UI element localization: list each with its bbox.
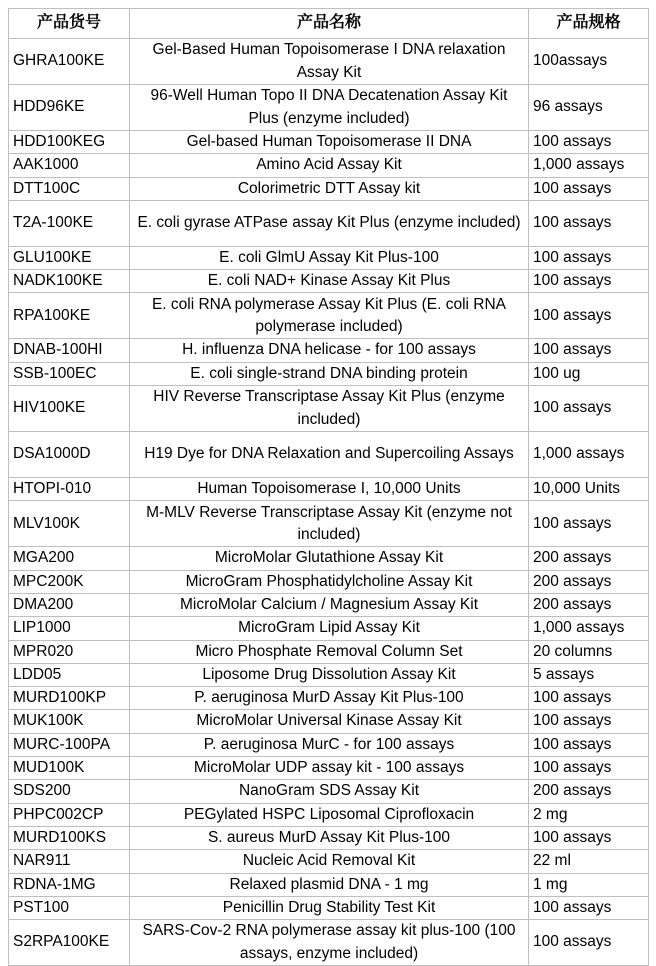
product-code-cell: MGA200 [9,547,130,570]
product-code-cell: MUK100K [9,710,130,733]
table-body [9,39,649,966]
product-name-cell: Nucleic Acid Removal Kit [130,850,529,873]
product-code-cell: NAR911 [9,850,130,873]
product-name-cell: Liposome Drug Dissolution Assay Kit [130,663,529,686]
product-spec-cell: 200 assays [529,570,649,593]
product-table [8,8,649,966]
product-code-cell: AAK1000 [9,154,130,177]
product-spec-cell: 100 assays [529,246,649,269]
table-row [9,339,649,362]
product-spec-cell: 100 assays [529,293,649,339]
product-spec-cell: 100 assays [529,920,649,966]
product-name-cell: SARS-Cov-2 RNA polymerase assay kit plus-100 (100 assays, enzyme included) [130,920,529,966]
product-spec-cell: 200 assays [529,593,649,616]
product-name-cell: P. aeruginosa MurC - for 100 assays [130,733,529,756]
product-code-cell: DMA200 [9,593,130,616]
product-name-cell: MicroMolar UDP assay kit - 100 assays [130,757,529,780]
product-spec-cell: 100 assays [529,826,649,849]
product-name-cell: MicroMolar Calcium / Magnesium Assay Kit [130,593,529,616]
product-spec-cell: 22 ml [529,850,649,873]
product-name-cell: MicroGram Lipid Assay Kit [130,617,529,640]
table-row [9,733,649,756]
header-product-name: 产品名称 [130,9,529,39]
product-table-container [8,8,649,966]
product-name-cell: 96-Well Human Topo II DNA Decatenation Assay Kit Plus (enzyme included) [130,85,529,131]
table-row [9,154,649,177]
product-code-cell: MLV100K [9,501,130,547]
table-row [9,780,649,803]
product-code-cell: DNAB-100HI [9,339,130,362]
product-name-cell: MicroMolar Universal Kinase Assay Kit [130,710,529,733]
table-row [9,200,649,246]
product-name-cell: E. coli NAD+ Kinase Assay Kit Plus [130,270,529,293]
product-spec-cell: 5 assays [529,663,649,686]
product-spec-cell: 200 assays [529,780,649,803]
table-row [9,39,649,85]
table-row [9,850,649,873]
table-row [9,873,649,896]
product-spec-cell: 100 assays [529,710,649,733]
product-spec-cell: 1,000 assays [529,617,649,640]
product-name-cell: Micro Phosphate Removal Column Set [130,640,529,663]
product-code-cell: PHPC002CP [9,803,130,826]
table-row [9,293,649,339]
product-code-cell: HDD100KEG [9,131,130,154]
table-row [9,85,649,131]
table-row [9,663,649,686]
product-name-cell: E. coli single-strand DNA binding protein [130,362,529,385]
product-name-cell: E. coli GlmU Assay Kit Plus-100 [130,246,529,269]
product-spec-cell: 100 assays [529,339,649,362]
product-code-cell: MPR020 [9,640,130,663]
product-code-cell: LIP1000 [9,617,130,640]
table-row [9,547,649,570]
product-code-cell: T2A-100KE [9,200,130,246]
product-code-cell: DSA1000D [9,432,130,478]
product-spec-cell: 96 assays [529,85,649,131]
product-spec-cell: 100 assays [529,386,649,432]
table-row [9,593,649,616]
product-name-cell: HIV Reverse Transcriptase Assay Kit Plus (enzyme included) [130,386,529,432]
product-code-cell: RPA100KE [9,293,130,339]
product-code-cell: HIV100KE [9,386,130,432]
product-spec-cell: 1,000 assays [529,432,649,478]
product-spec-cell: 100 assays [529,687,649,710]
product-spec-cell: 100 assays [529,177,649,200]
product-code-cell: HDD96KE [9,85,130,131]
product-name-cell: Relaxed plasmid DNA - 1 mg [130,873,529,896]
product-name-cell: P. aeruginosa MurD Assay Kit Plus-100 [130,687,529,710]
product-spec-cell: 1,000 assays [529,154,649,177]
product-name-cell: MicroGram Phosphatidylcholine Assay Kit [130,570,529,593]
product-spec-cell: 2 mg [529,803,649,826]
product-code-cell: MPC200K [9,570,130,593]
product-code-cell: MURD100KP [9,687,130,710]
header-product-spec: 产品规格 [529,9,649,39]
product-spec-cell: 100 assays [529,131,649,154]
product-name-cell: S. aureus MurD Assay Kit Plus-100 [130,826,529,849]
product-code-cell: HTOPI-010 [9,478,130,501]
product-name-cell: H. influenza DNA helicase - for 100 assays [130,339,529,362]
product-code-cell: MURD100KS [9,826,130,849]
product-name-cell: Penicillin Drug Stability Test Kit [130,896,529,919]
product-name-cell: NanoGram SDS Assay Kit [130,780,529,803]
product-spec-cell: 100 assays [529,757,649,780]
product-spec-cell: 20 columns [529,640,649,663]
table-row [9,270,649,293]
product-spec-cell: 100 assays [529,896,649,919]
table-row [9,432,649,478]
table-row [9,501,649,547]
product-spec-cell: 1 mg [529,873,649,896]
product-spec-cell: 100assays [529,39,649,85]
product-code-cell: PST100 [9,896,130,919]
product-spec-cell: 100 ug [529,362,649,385]
product-name-cell: Human Topoisomerase I, 10,000 Units [130,478,529,501]
table-row [9,896,649,919]
table-row [9,362,649,385]
table-row [9,131,649,154]
product-code-cell: S2RPA100KE [9,920,130,966]
product-name-cell: H19 Dye for DNA Relaxation and Supercoiling Assays [130,432,529,478]
product-spec-cell: 100 assays [529,270,649,293]
product-code-cell: DTT100C [9,177,130,200]
product-spec-cell: 100 assays [529,733,649,756]
table-header-row [9,9,649,39]
product-code-cell: SDS200 [9,780,130,803]
product-spec-cell: 100 assays [529,501,649,547]
product-name-cell: Amino Acid Assay Kit [130,154,529,177]
product-code-cell: GLU100KE [9,246,130,269]
table-row [9,710,649,733]
table-row [9,920,649,966]
header-product-code: 产品货号 [9,9,130,39]
table-row [9,246,649,269]
product-name-cell: M-MLV Reverse Transcriptase Assay Kit (enzyme not included) [130,501,529,547]
product-code-cell: SSB-100EC [9,362,130,385]
table-row [9,640,649,663]
table-row [9,177,649,200]
product-name-cell: Colorimetric DTT Assay kit [130,177,529,200]
product-code-cell: LDD05 [9,663,130,686]
table-row [9,826,649,849]
product-code-cell: MURC-100PA [9,733,130,756]
product-code-cell: NADK100KE [9,270,130,293]
product-name-cell: E. coli gyrase ATPase assay Kit Plus (enzyme included) [130,200,529,246]
table-row [9,478,649,501]
product-code-cell: RDNA-1MG [9,873,130,896]
product-spec-cell: 200 assays [529,547,649,570]
product-name-cell: Gel-based Human Topoisomerase II DNA [130,131,529,154]
table-row [9,803,649,826]
table-row [9,617,649,640]
table-row [9,757,649,780]
table-row [9,570,649,593]
product-code-cell: MUD100K [9,757,130,780]
table-row [9,687,649,710]
product-spec-cell: 100 assays [529,200,649,246]
product-name-cell: Gel-Based Human Topoisomerase I DNA relaxation Assay Kit [130,39,529,85]
product-code-cell: GHRA100KE [9,39,130,85]
product-name-cell: PEGylated HSPC Liposomal Ciprofloxacin [130,803,529,826]
product-name-cell: E. coli RNA polymerase Assay Kit Plus (E. coli RNA polymerase included) [130,293,529,339]
product-spec-cell: 10,000 Units [529,478,649,501]
table-row [9,386,649,432]
product-name-cell: MicroMolar Glutathione Assay Kit [130,547,529,570]
